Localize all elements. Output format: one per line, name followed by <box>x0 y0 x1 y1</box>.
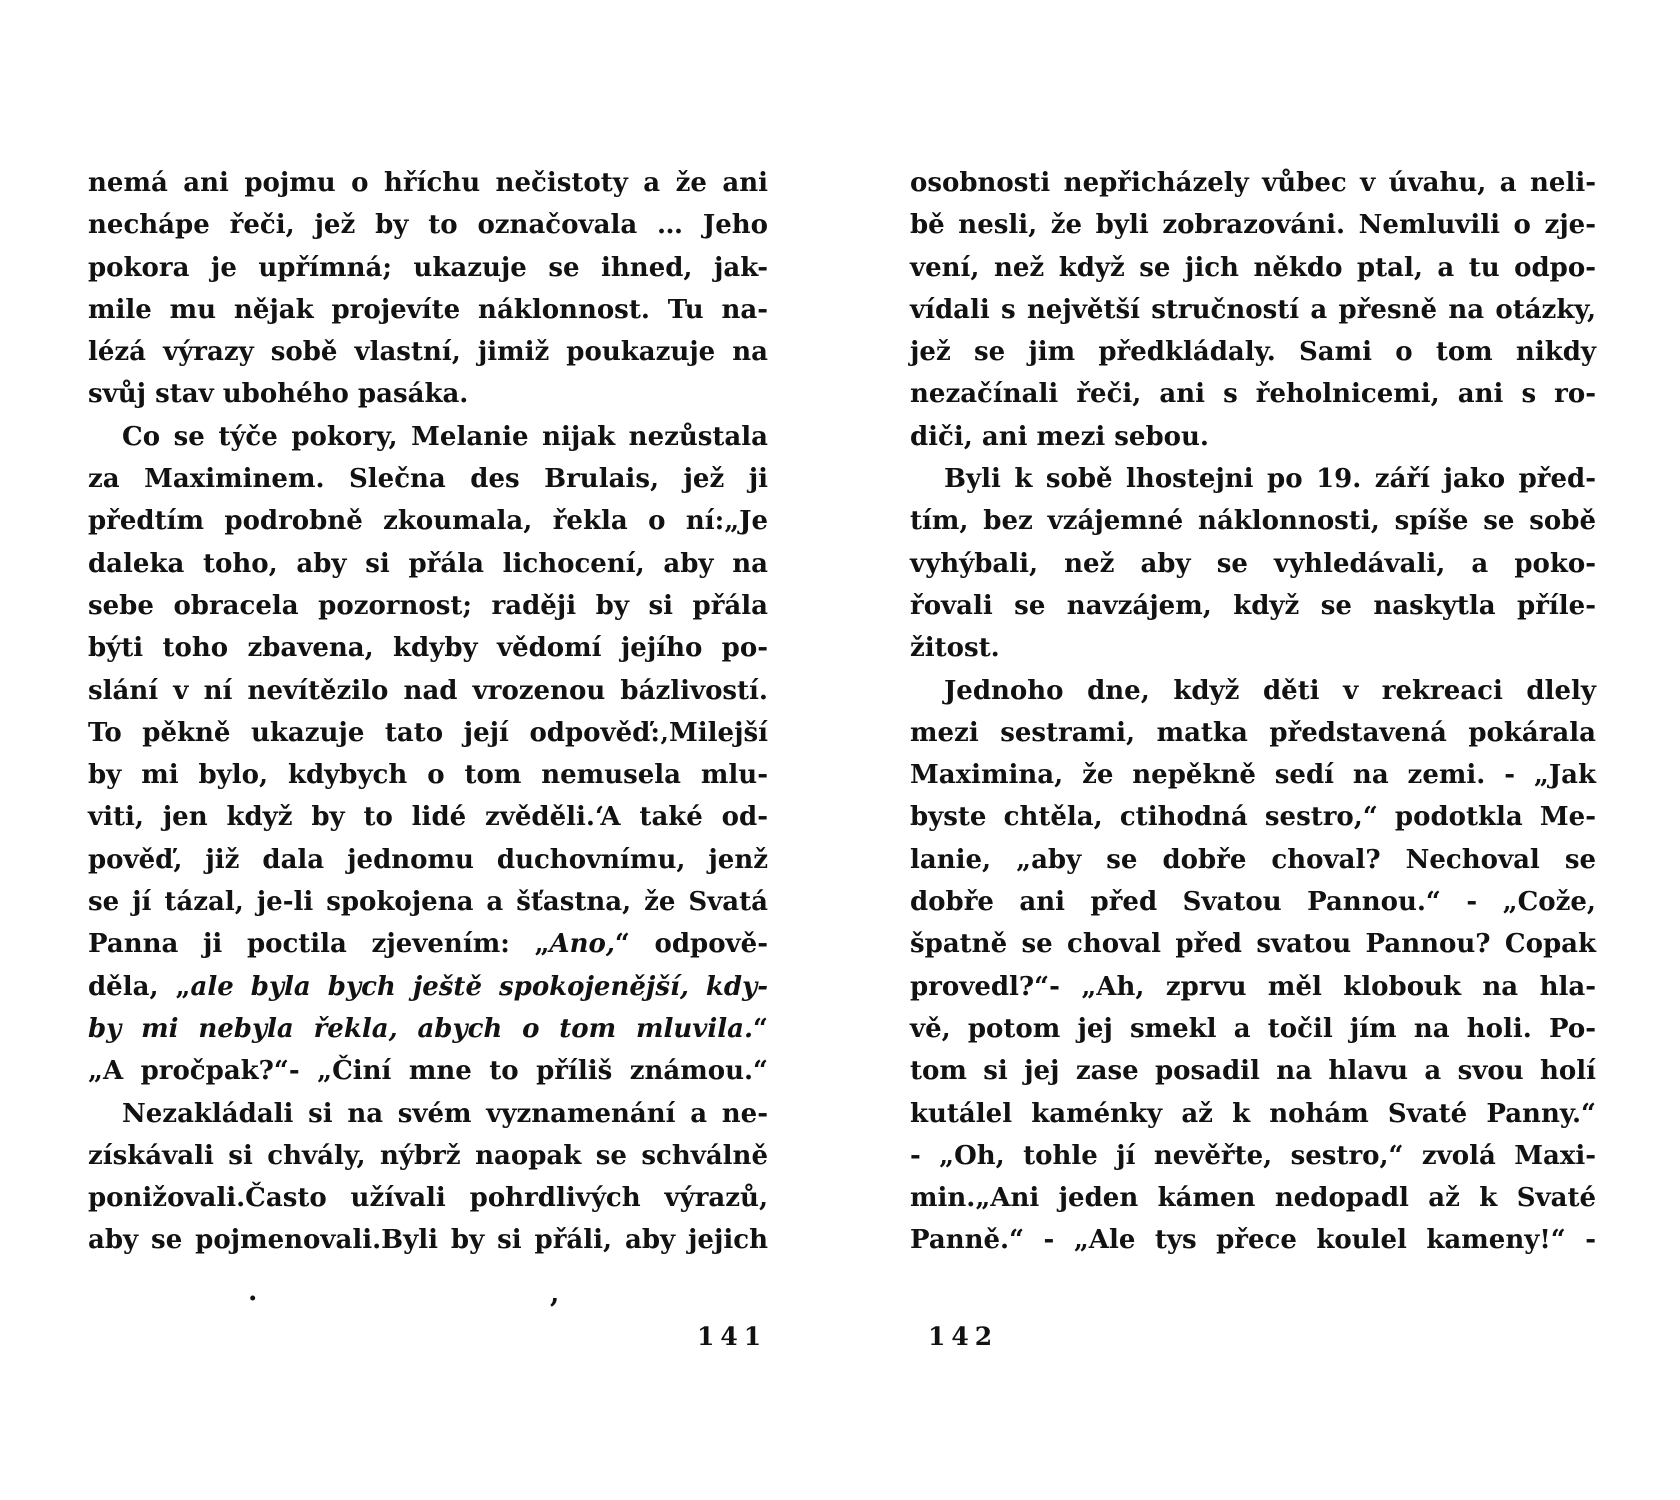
text-line <box>88 1135 768 1177</box>
text-line <box>910 1008 1596 1050</box>
page-right-number: 142 <box>928 1322 999 1351</box>
roman-text: mezi sestrami, matka představená pokárala <box>910 717 1596 748</box>
text-line <box>910 416 1596 458</box>
text-line <box>910 839 1596 881</box>
text-line <box>910 881 1596 923</box>
text-line <box>88 712 768 754</box>
roman-text: děla, „ <box>88 971 191 1002</box>
roman-text: řovali se navzájem, když se naskytla příle- <box>910 590 1596 621</box>
text-line <box>88 585 768 627</box>
text-line <box>910 331 1596 373</box>
roman-text: nemá ani pojmu o hříchu nečistoty a že ani <box>88 168 768 198</box>
roman-text: vídali s největší stručností a přesně na otázky, <box>910 294 1596 325</box>
text-line <box>910 458 1596 500</box>
text-line <box>910 500 1596 542</box>
text-line <box>88 331 768 373</box>
print-speck-artifact: , <box>550 1278 560 1309</box>
italic-text: by mi nebyla řekla, abych o tom mluvila. <box>88 1013 754 1044</box>
text-line <box>88 373 768 415</box>
roman-text: - „Oh, tohle jí nevěřte, sestro,“ zvolá Maxi- <box>910 1140 1596 1171</box>
roman-text: osobnosti nepřicházely vůbec v úvahu, a neli- <box>910 168 1596 198</box>
roman-text: „A pročpak?“- „Činí mne to příliš známou.“ <box>88 1056 768 1087</box>
text-line <box>88 204 768 246</box>
text-line <box>88 796 768 838</box>
roman-text: býti toho zbavena, kdyby vědomí jejího po- <box>88 633 768 664</box>
text-line <box>910 754 1596 796</box>
roman-text: mile mu nějak projevíte náklonnost. Tu na- <box>88 294 768 325</box>
roman-text: lézá výrazy sobě vlastní, jimiž poukazuje na <box>88 337 768 368</box>
text-line <box>88 500 768 542</box>
text-line <box>88 1093 768 1135</box>
text-line <box>88 966 768 1008</box>
roman-text: sebe obracela pozornost; raději by si přála <box>88 590 768 621</box>
italic-text: ale byla bych ještě spokojenější, kdy- <box>190 971 768 1002</box>
roman-text: provedl?“- „Ah, zprvu měl klobouk na hla- <box>910 971 1596 1002</box>
text-line <box>88 839 768 881</box>
text-line <box>910 247 1596 289</box>
roman-text: kutálel kaménky až k nohám Svaté Panny.“ <box>910 1098 1596 1129</box>
text-line <box>88 1177 768 1219</box>
text-line <box>910 373 1596 415</box>
roman-text: žitost. <box>910 633 1000 664</box>
roman-text: min.„Ani jeden kámen nedopadl až k Svaté <box>910 1183 1596 1214</box>
text-line <box>910 1135 1596 1177</box>
text-line <box>910 670 1596 712</box>
roman-text: daleka toho, aby si přála lichocení, aby na <box>88 548 768 579</box>
roman-text: ponižovali.Často užívali pohrdlivých výrazů, <box>88 1183 768 1214</box>
text-line <box>88 247 768 289</box>
text-line <box>910 289 1596 331</box>
roman-text: Jednoho dne, když děti v rekreaci dlely <box>944 675 1596 706</box>
roman-text: za Maximinem. Slečna des Brulais, jež ji <box>88 464 768 495</box>
roman-text: aby se pojmenovali.Byli by si přáli, aby jejich <box>88 1225 768 1256</box>
roman-text: se jí tázal, je-li spokojena a šťastna, že Svatá <box>88 887 768 918</box>
text-line <box>88 543 768 585</box>
roman-text: byste chtěla, ctihodná sestro,“ podotkla Me- <box>910 802 1596 833</box>
roman-text: Panna ji poctila zjevením: „ <box>88 929 550 960</box>
roman-text: Nezakládali si na svém vyznamenání a ne- <box>122 1098 768 1129</box>
text-line <box>910 1177 1596 1219</box>
roman-text: viti, jen když by to lidé zvěděli.‘A také od- <box>88 802 768 833</box>
roman-text: vě, potom jej smekl a točil jím na holi. Po- <box>910 1013 1596 1044</box>
text-line <box>88 1050 768 1092</box>
text-line <box>88 162 768 204</box>
roman-text: vyhýbali, než aby se vyhledávali, a poko- <box>910 548 1596 579</box>
roman-text: by mi bylo, kdybych o tom nemusela mlu- <box>88 760 768 791</box>
italic-text: Ano, <box>549 929 615 960</box>
roman-text: svůj stav ubohého pasáka. <box>88 379 469 410</box>
page-right-text-column <box>910 162 1596 1262</box>
text-line <box>910 966 1596 1008</box>
roman-text: lanie, „aby se dobře choval? Nechoval se <box>910 844 1596 875</box>
roman-text: “ odpově- <box>614 929 768 960</box>
roman-text: tom si jej zase posadil na hlavu a svou holí <box>910 1056 1596 1087</box>
roman-text: Byli k sobě lhostejni po 19. září jako před- <box>944 464 1596 495</box>
text-line <box>88 923 768 965</box>
text-line <box>910 585 1596 627</box>
roman-text: získávali si chvály, nýbrž naopak se schválně <box>88 1140 768 1171</box>
text-line <box>910 543 1596 585</box>
page-left-number: 141 <box>697 1322 768 1351</box>
roman-text: pokora je upřímná; ukazuje se ihned, jak- <box>88 252 768 283</box>
roman-text: Panně.“ - „Ale tys přece koulel kameny!“ - <box>910 1225 1596 1256</box>
text-line <box>910 712 1596 754</box>
roman-text: nezačínali řeči, ani s řeholnicemi, ani s ro- <box>910 379 1596 410</box>
text-line <box>910 627 1596 669</box>
text-line <box>910 796 1596 838</box>
roman-text: předtím podrobně zkoumala, řekla o ní:„Je <box>88 506 768 537</box>
text-line <box>910 1093 1596 1135</box>
text-line <box>910 204 1596 246</box>
roman-text: vení, než když se jich někdo ptal, a tu odpo- <box>910 252 1596 283</box>
text-line <box>88 670 768 712</box>
roman-text: nechápe řeči, jež by to označovala … Jeho <box>88 210 768 241</box>
text-line <box>910 1219 1596 1261</box>
roman-text: To pěkně ukazuje tato její odpověď:‚Milejší <box>88 717 768 748</box>
roman-text: “ <box>753 1013 768 1044</box>
roman-text: diči, ani mezi sebou. <box>910 421 1209 452</box>
roman-text: špatně se choval před svatou Pannou? Copak <box>910 929 1596 960</box>
print-speck-artifact: . <box>248 1276 258 1307</box>
text-line <box>88 627 768 669</box>
roman-text: dobře ani před Svatou Pannou.“ - „Cože, <box>910 887 1596 918</box>
roman-text: jež se jim předkládaly. Sami o tom nikdy <box>910 337 1596 368</box>
roman-text: Co se týče pokory, Melanie nijak nezůstala <box>122 421 768 452</box>
roman-text: Maximina, že nepěkně sedí na zemi. - „Jak <box>910 760 1596 791</box>
roman-text: tím, bez vzájemné náklonnosti, spíše se sobě <box>910 506 1596 537</box>
roman-text: bě nesli, že byli zobrazováni. Nemluvili o zje- <box>910 210 1596 241</box>
roman-text: slání v ní nevítězilo nad vrozenou bázlivostí. <box>88 675 768 706</box>
text-line <box>88 1008 768 1050</box>
text-line <box>910 923 1596 965</box>
page-left-text-column <box>88 162 768 1262</box>
text-line <box>910 1050 1596 1092</box>
text-line <box>88 416 768 458</box>
text-line <box>910 162 1596 204</box>
text-line <box>88 1219 768 1261</box>
text-line <box>88 881 768 923</box>
roman-text: pověď, již dala jednomu duchovnímu, jenž <box>88 844 768 875</box>
text-line <box>88 458 768 500</box>
text-line <box>88 754 768 796</box>
text-line <box>88 289 768 331</box>
